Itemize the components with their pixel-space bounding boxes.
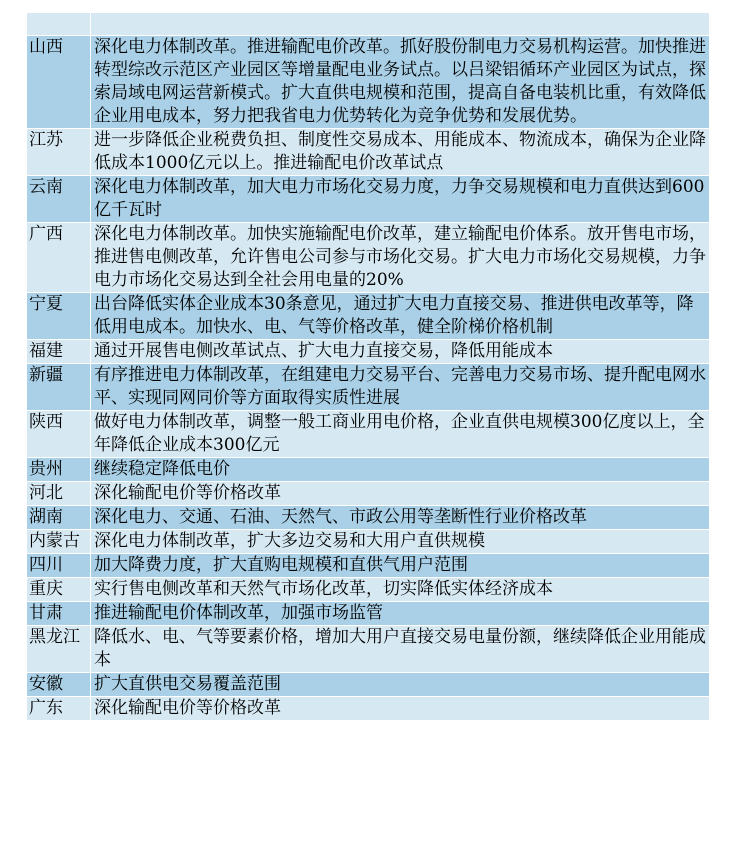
table-row [27,411,710,458]
province-cell: 贵州 [27,458,91,482]
province-cell: 山西 [27,36,91,129]
policy-table [26,12,710,721]
header-row [27,13,710,36]
policy-cell: 降低水、电、气等要素价格，增加大用户直接交易电量份额，继续降低企业用能成本 [91,626,710,673]
policy-cell: 进一步降低企业税费负担、制度性交易成本、用能成本、物流成本，确保为企业降低成本1000亿元以上。推进输配电价改革试点 [91,129,710,176]
header-cell-policy [91,13,710,36]
table-row [27,626,710,673]
policy-cell: 深化输配电价等价格改革 [91,697,710,721]
province-cell: 河北 [27,482,91,506]
province-cell: 福建 [27,340,91,364]
policy-cell: 深化输配电价等价格改革 [91,482,710,506]
table-row [27,293,710,340]
policy-cell: 扩大直供电交易覆盖范围 [91,673,710,697]
table-row [27,506,710,530]
province-cell: 广西 [27,223,91,293]
policy-cell: 深化电力体制改革，扩大多边交易和大用户直供规模 [91,530,710,554]
policy-cell: 有序推进电力体制改革，在组建电力交易平台、完善电力交易市场、提升配电网水平、实现同网同价等方面取得实质性进展 [91,364,710,411]
policy-cell: 深化电力体制改革，加大电力市场化交易力度，力争交易规模和电力直供达到600亿千瓦时 [91,176,710,223]
province-cell: 重庆 [27,578,91,602]
policy-cell: 实行售电侧改革和天然气市场化改革，切实降低实体经济成本 [91,578,710,602]
table-row [27,602,710,626]
header-cell-province [27,13,91,36]
province-cell: 广东 [27,697,91,721]
province-cell: 湖南 [27,506,91,530]
table-row [27,340,710,364]
province-cell: 宁夏 [27,293,91,340]
province-cell: 内蒙古 [27,530,91,554]
province-cell: 陕西 [27,411,91,458]
province-cell: 安徽 [27,673,91,697]
table-row [27,697,710,721]
table-row [27,176,710,223]
table-row [27,554,710,578]
province-cell: 云南 [27,176,91,223]
policy-table-body [27,13,710,721]
table-row [27,36,710,129]
table-row [27,578,710,602]
policy-cell: 推进输配电价体制改革，加强市场监管 [91,602,710,626]
table-row [27,129,710,176]
province-cell: 四川 [27,554,91,578]
table-row [27,530,710,554]
province-cell: 新疆 [27,364,91,411]
policy-cell: 出台降低实体企业成本30条意见，通过扩大电力直接交易、推进供电改革等，降低用电成本。加快水、电、气等价格改革，健全阶梯价格机制 [91,293,710,340]
policy-cell: 深化电力体制改革。加快实施输配电价改革，建立输配电价体系。放开售电市场，推进售电侧改革，允许售电公司参与市场化交易。扩大电力市场化交易规模，力争电力市场化交易达到全社会用电量的20% [91,223,710,293]
province-cell: 甘肃 [27,602,91,626]
province-cell: 江苏 [27,129,91,176]
table-row [27,364,710,411]
table-row [27,482,710,506]
table-row [27,223,710,293]
policy-cell: 深化电力体制改革。推进输配电价改革。抓好股份制电力交易机构运营。加快推进转型综改示范区产业园区等增量配电业务试点。以吕梁铝循环产业园区为试点，探索局域电网运营新模式。扩大直供电规模和范围，提高自备电装机比重，有效降低企业用电成本，努力把我省电力优势转化为竞争优势和发展优势。 [91,36,710,129]
table-row [27,458,710,482]
policy-cell: 通过开展售电侧改革试点、扩大电力直接交易，降低用能成本 [91,340,710,364]
policy-cell: 加大降费力度，扩大直购电规模和直供气用户范围 [91,554,710,578]
province-cell: 黑龙江 [27,626,91,673]
policy-cell: 继续稳定降低电价 [91,458,710,482]
policy-cell: 做好电力体制改革，调整一般工商业用电价格，企业直供电规模300亿度以上，全年降低企业成本300亿元 [91,411,710,458]
policy-cell: 深化电力、交通、石油、天然气、市政公用等垄断性行业价格改革 [91,506,710,530]
table-row [27,673,710,697]
